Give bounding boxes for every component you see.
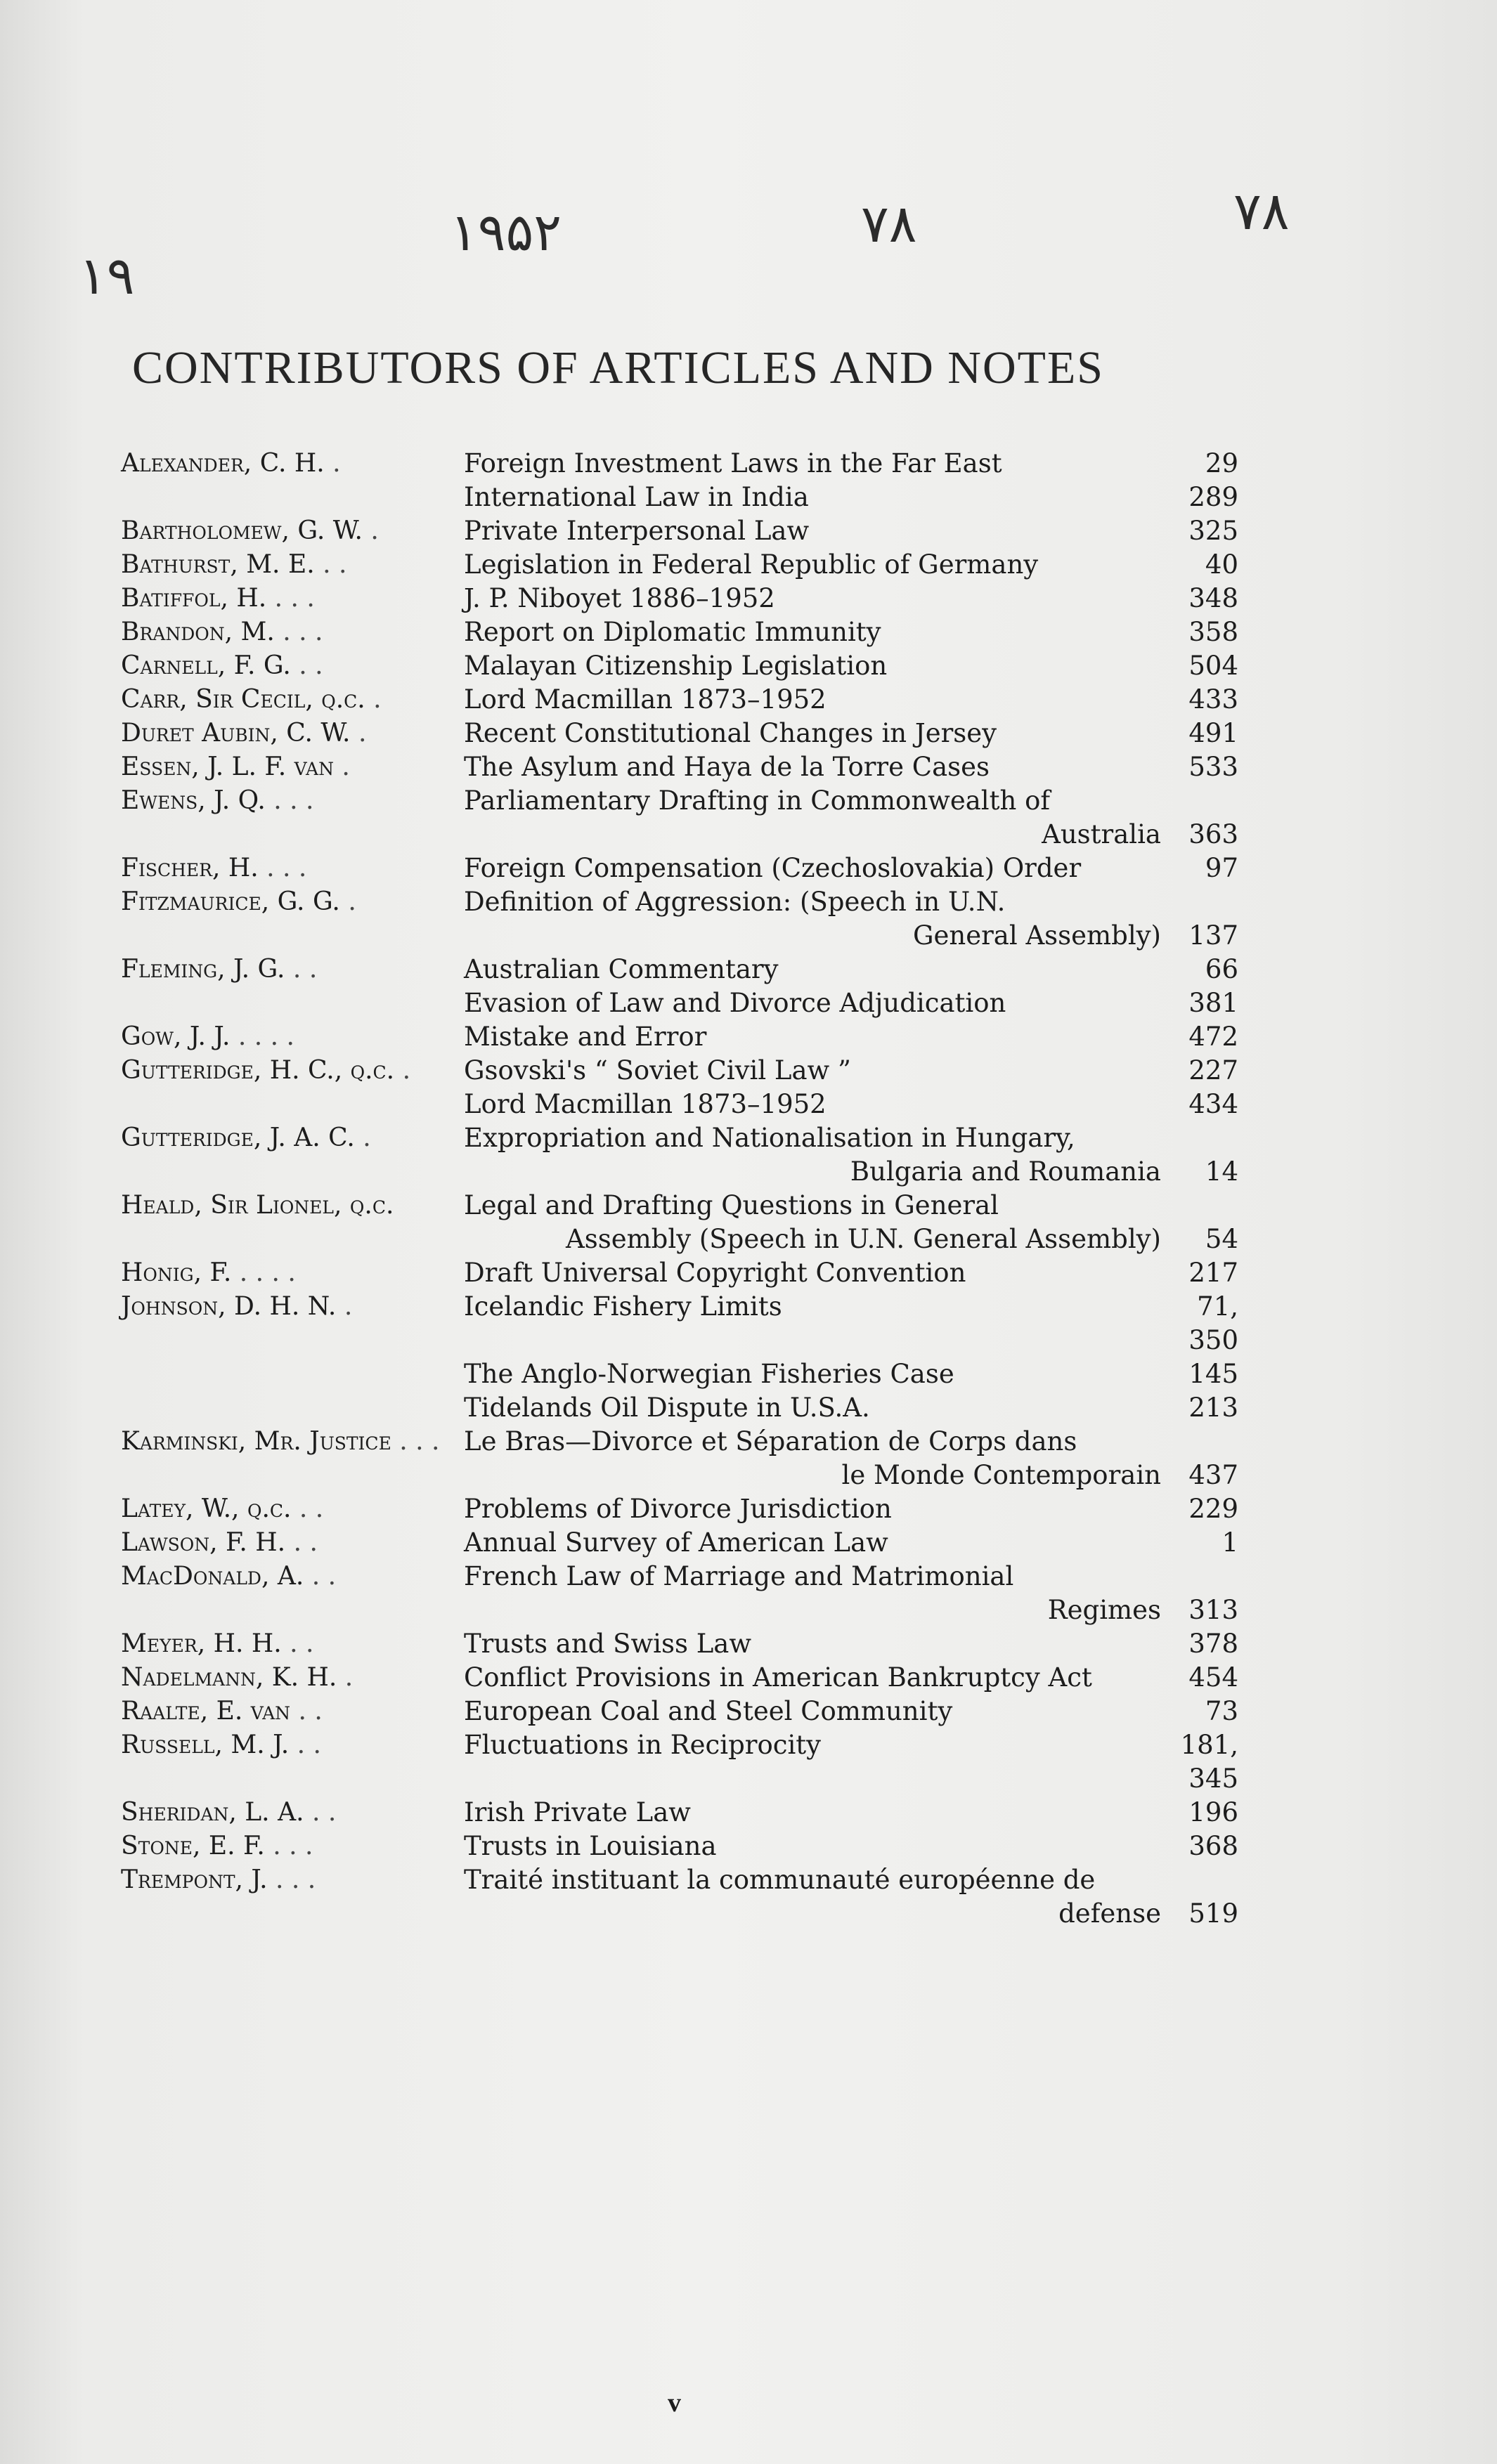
article-title: Expropriation and Nationalisation in Hungary, xyxy=(464,1123,1075,1153)
article-line xyxy=(464,1593,1238,1627)
contributor-name-text: Johnson, D. H. N. xyxy=(121,1292,337,1321)
handwritten-note-4: ۷۸ xyxy=(1233,181,1290,242)
contributor-entry xyxy=(121,1256,1238,1290)
article-title: International Law in India xyxy=(464,482,809,512)
contributor-name-text: Lawson, F. H. xyxy=(121,1528,286,1557)
article-page: 437 xyxy=(1188,1460,1238,1490)
contributor-name xyxy=(121,1492,464,1526)
contributor-name-text: Bathurst, M. E. xyxy=(121,550,315,579)
article-title: Private Interpersonal Law xyxy=(464,516,810,546)
article-line xyxy=(464,1020,1238,1054)
contributor-entry xyxy=(121,1290,1238,1425)
contributor-name-text: Carr, Sir Cecil, q.c. xyxy=(121,685,365,714)
article-title: Australia xyxy=(1042,819,1161,849)
contributor-entry xyxy=(121,1796,1238,1830)
article-title: Conflict Provisions in American Bankruptcy Act xyxy=(464,1662,1092,1693)
article-line xyxy=(464,784,1238,818)
contributor-name xyxy=(121,1121,464,1155)
article-title: Recent Constitutional Changes in Jersey xyxy=(464,718,997,748)
dot-leader: . xyxy=(333,752,350,781)
article-page: 29 xyxy=(1205,448,1238,478)
article-title: Report on Diplomatic Immunity xyxy=(464,617,881,647)
article-line xyxy=(464,1391,1238,1425)
contributor-name xyxy=(121,1290,464,1324)
contributor-entry xyxy=(121,1830,1238,1863)
article-page: 196 xyxy=(1188,1797,1238,1827)
article-title: Fluctuations in Reciprocity xyxy=(464,1730,822,1760)
contributor-name-text: Meyer, H. H. xyxy=(121,1629,282,1658)
article-page xyxy=(1161,1425,1238,1459)
article-line xyxy=(464,514,1238,548)
dot-leader: . . xyxy=(290,1697,323,1726)
article-title: General Assembly) xyxy=(912,920,1161,951)
article-page: 454 xyxy=(1188,1662,1238,1693)
contributor-entry xyxy=(121,1695,1238,1728)
contributor-name xyxy=(121,649,464,683)
article-line xyxy=(464,1560,1238,1593)
article-line xyxy=(464,1897,1238,1931)
contributor-entry xyxy=(121,750,1238,784)
dot-leader: . . . xyxy=(265,786,314,815)
contributor-name-text: Nadelmann, K. H. xyxy=(121,1663,337,1692)
contributor-name-text: Gutteridge, H. C., q.c. xyxy=(121,1056,395,1085)
contributor-name xyxy=(121,852,464,885)
article-title: Trusts in Louisiana xyxy=(464,1831,717,1861)
article-title: The Anglo-Norwegian Fisheries Case xyxy=(464,1359,954,1389)
article-page: 491 xyxy=(1188,718,1238,748)
contributor-name-text: Gow, J. J. xyxy=(121,1022,231,1051)
contributor-entry xyxy=(121,514,1238,548)
article-page: 519 xyxy=(1188,1898,1238,1929)
contributor-name-text: Bartholomew, G. W. xyxy=(121,516,363,545)
contributor-name-text: Ewens, J. Q. xyxy=(121,786,266,815)
article-line xyxy=(464,1661,1238,1695)
article-line xyxy=(464,649,1238,683)
article-title: Lord Macmillan 1873–1952 xyxy=(464,1089,827,1119)
article-page xyxy=(1161,1863,1238,1897)
contributor-name xyxy=(121,514,464,548)
article-page: 137 xyxy=(1188,920,1238,951)
article-title: Annual Survey of American Law xyxy=(464,1527,888,1558)
contributor-name-text: Karminski, Mr. Justice xyxy=(121,1427,391,1456)
contributor-entry xyxy=(121,548,1238,582)
contributor-name xyxy=(121,1020,464,1054)
contributor-entry xyxy=(121,717,1238,750)
article-title: Definition of Aggression: (Speech in U.N. xyxy=(464,887,1006,917)
article-page: 71, 350 xyxy=(1188,1291,1238,1355)
article-line xyxy=(464,1863,1238,1897)
article-line xyxy=(464,953,1238,986)
contributor-name-text: Gutteridge, J. A. C. xyxy=(121,1123,355,1152)
handwritten-note-3: ۷۸ xyxy=(861,194,917,254)
article-title: Legislation in Federal Republic of Germany xyxy=(464,549,1039,580)
page-title: CONTRIBUTORS OF ARTICLES AND NOTES xyxy=(132,342,1104,393)
contributor-entry xyxy=(121,953,1238,1020)
dot-leader: . xyxy=(350,719,367,748)
article-page: 533 xyxy=(1188,752,1238,782)
contributor-entry xyxy=(121,447,1238,514)
article-page: 348 xyxy=(1188,583,1238,613)
dot-leader: . xyxy=(339,887,356,916)
contributor-name xyxy=(121,717,464,750)
article-page: 358 xyxy=(1188,617,1238,647)
contributor-name-text: Stone, E. F. xyxy=(121,1832,265,1860)
contributor-name xyxy=(121,548,464,582)
article-page: 434 xyxy=(1188,1089,1238,1119)
dot-leader: . . . xyxy=(391,1427,440,1456)
article-line xyxy=(464,1695,1238,1728)
handwritten-note-2: ۱۹۵۲ xyxy=(450,202,562,263)
article-line xyxy=(464,986,1238,1020)
dot-leader: . . . xyxy=(266,584,315,613)
contributor-entry xyxy=(121,1020,1238,1054)
contributor-name xyxy=(121,1256,464,1290)
contributor-name-text: Latey, W., q.c. xyxy=(121,1494,292,1523)
article-title: Tidelands Oil Dispute in U.S.A. xyxy=(464,1393,870,1423)
article-page: 145 xyxy=(1188,1359,1238,1389)
contributor-name xyxy=(121,1189,464,1223)
dot-leader: . . . . xyxy=(230,1022,294,1051)
article-line xyxy=(464,481,1238,514)
article-page: 213 xyxy=(1188,1393,1238,1423)
article-title: Draft Universal Copyright Convention xyxy=(464,1258,966,1288)
contributor-entry xyxy=(121,852,1238,885)
article-page: 217 xyxy=(1188,1258,1238,1288)
contributor-name xyxy=(121,1728,464,1762)
contributor-name xyxy=(121,953,464,986)
article-line xyxy=(464,1627,1238,1661)
dot-leader: . xyxy=(394,1056,411,1085)
article-page: 181, 345 xyxy=(1180,1730,1238,1794)
article-line xyxy=(464,818,1238,852)
contributor-entry xyxy=(121,1728,1238,1796)
dot-leader: . xyxy=(354,1123,371,1152)
article-page: 363 xyxy=(1188,819,1238,849)
contributor-entry xyxy=(121,615,1238,649)
contributor-name-text: Fischer, H. xyxy=(121,854,259,882)
article-title: Mistake and Error xyxy=(464,1022,707,1052)
article-title: Irish Private Law xyxy=(464,1797,691,1827)
article-page: 325 xyxy=(1188,516,1238,546)
contributor-name xyxy=(121,1695,464,1728)
article-line xyxy=(464,1492,1238,1526)
article-line xyxy=(464,1728,1238,1796)
article-line xyxy=(464,447,1238,481)
dot-leader: . . . xyxy=(258,854,307,882)
contributor-name xyxy=(121,1863,464,1897)
contributor-name xyxy=(121,1526,464,1560)
dot-leader: . xyxy=(362,516,379,545)
article-page: 229 xyxy=(1188,1494,1238,1524)
dot-leader: . . xyxy=(285,955,318,984)
dot-leader: . . . xyxy=(274,618,323,646)
article-line xyxy=(464,683,1238,717)
article-title: Foreign Compensation (Czechoslovakia) Order xyxy=(464,853,1082,883)
contributor-entry xyxy=(121,649,1238,683)
article-page: 313 xyxy=(1188,1595,1238,1625)
article-line xyxy=(464,885,1238,919)
article-line xyxy=(464,1121,1238,1155)
article-page: 227 xyxy=(1188,1055,1238,1086)
article-title: Malayan Citizenship Legislation xyxy=(464,651,888,681)
contributor-name xyxy=(121,885,464,919)
article-line xyxy=(464,919,1238,953)
article-page xyxy=(1161,1121,1238,1155)
contributor-entry xyxy=(121,1121,1238,1189)
article-page: 14 xyxy=(1205,1156,1238,1187)
contributor-name xyxy=(121,1627,464,1661)
contributor-entry xyxy=(121,885,1238,953)
contributor-name-text: Brandon, M. xyxy=(121,618,275,646)
article-line xyxy=(464,1425,1238,1459)
contributor-entry xyxy=(121,1492,1238,1526)
article-title: Evasion of Law and Divorce Adjudication xyxy=(464,988,1006,1018)
article-line xyxy=(464,1256,1238,1290)
dot-leader: . . xyxy=(285,1528,318,1557)
article-line xyxy=(464,1088,1238,1121)
article-line xyxy=(464,1189,1238,1223)
article-title: Icelandic Fishery Limits xyxy=(464,1291,782,1322)
article-title: defense xyxy=(1058,1898,1161,1929)
page-number: v xyxy=(668,2388,681,2418)
contributor-name-text: Sheridan, L. A. xyxy=(121,1798,304,1827)
contributor-name xyxy=(121,1425,464,1459)
contributor-name xyxy=(121,784,464,818)
contributor-entry xyxy=(121,1526,1238,1560)
contributor-entry xyxy=(121,784,1238,852)
contributor-name xyxy=(121,1661,464,1695)
article-title: Australian Commentary xyxy=(464,954,779,984)
contributor-name-text: Duret Aubin, C. W. xyxy=(121,719,351,748)
contributor-name-text: Honig, F. xyxy=(121,1258,232,1287)
contributor-entry xyxy=(121,1560,1238,1627)
contributor-name xyxy=(121,750,464,784)
dot-leader: . xyxy=(336,1292,353,1321)
contributor-entry xyxy=(121,1425,1238,1492)
article-line xyxy=(464,1223,1238,1256)
article-line xyxy=(464,582,1238,615)
article-page: 368 xyxy=(1188,1831,1238,1861)
article-line xyxy=(464,1290,1238,1357)
contributor-name-text: MacDonald, A. xyxy=(121,1562,304,1591)
article-title: Legal and Drafting Questions in General xyxy=(464,1190,999,1220)
article-title: Bulgaria and Roumania xyxy=(850,1156,1161,1187)
article-title: Parliamentary Drafting in Commonwealth of xyxy=(464,786,1051,816)
article-line xyxy=(464,1357,1238,1391)
contributor-name-text: Raalte, E. van xyxy=(121,1697,291,1726)
handwritten-note-1: ۱۹ xyxy=(79,246,135,306)
article-title: Regimes xyxy=(1047,1595,1161,1625)
article-title: Gsovski's “ Soviet Civil Law ” xyxy=(464,1055,851,1086)
contributor-name-text: Alexander, C. H. xyxy=(121,449,325,478)
article-line xyxy=(464,1054,1238,1088)
contributor-entry xyxy=(121,1661,1238,1695)
article-line xyxy=(464,717,1238,750)
article-page xyxy=(1161,885,1238,919)
contributor-name-text: Essen, J. L. F. van xyxy=(121,752,334,781)
article-line xyxy=(464,1830,1238,1863)
article-line xyxy=(464,750,1238,784)
contributor-name-text: Carnell, F. G. xyxy=(121,651,291,680)
contributors-list xyxy=(121,447,1238,1931)
article-page: 289 xyxy=(1188,482,1238,512)
article-page xyxy=(1161,1189,1238,1223)
article-title: J. P. Niboyet 1886–1952 xyxy=(464,583,775,613)
contributor-name-text: Trempont, J. xyxy=(121,1865,268,1894)
article-page: 54 xyxy=(1205,1224,1238,1254)
contributor-entry xyxy=(121,1863,1238,1931)
contributor-entry xyxy=(121,1627,1238,1661)
article-title: French Law of Marriage and Matrimonial xyxy=(464,1561,1014,1591)
article-page xyxy=(1161,784,1238,818)
dot-leader: . . xyxy=(314,550,347,579)
dot-leader: . xyxy=(337,1663,354,1692)
dot-leader: . xyxy=(365,685,382,714)
contributor-name-text: Russell, M. J. xyxy=(121,1730,290,1759)
dot-leader: . . xyxy=(304,1798,337,1827)
article-title: Foreign Investment Laws in the Far East xyxy=(464,448,1002,478)
article-page: 378 xyxy=(1188,1629,1238,1659)
contributor-name xyxy=(121,1560,464,1593)
article-line xyxy=(464,1796,1238,1830)
dot-leader: . . . . xyxy=(231,1258,296,1287)
article-page: 433 xyxy=(1188,684,1238,715)
contributor-name xyxy=(121,1054,464,1088)
article-line xyxy=(464,1459,1238,1492)
article-title: Problems of Divorce Jurisdiction xyxy=(464,1494,892,1524)
contributor-name xyxy=(121,683,464,717)
dot-leader: . xyxy=(324,449,341,478)
dot-leader: . . xyxy=(290,651,323,680)
article-line xyxy=(464,548,1238,582)
article-line xyxy=(464,1155,1238,1189)
dot-leader: . . . xyxy=(264,1832,313,1860)
article-title: Assembly (Speech in U.N. General Assembly) xyxy=(566,1224,1161,1254)
article-page xyxy=(1161,1560,1238,1593)
article-page: 73 xyxy=(1205,1696,1238,1726)
article-title: Lord Macmillan 1873–1952 xyxy=(464,684,827,715)
contributor-entry xyxy=(121,1054,1238,1121)
dot-leader: . . xyxy=(304,1562,337,1591)
contributor-entry xyxy=(121,1189,1238,1256)
contributor-name xyxy=(121,1830,464,1863)
article-page: 66 xyxy=(1205,954,1238,984)
article-title: Traité instituant la communauté européenne de xyxy=(464,1865,1096,1895)
dot-leader: . . xyxy=(281,1629,314,1658)
article-page: 472 xyxy=(1188,1022,1238,1052)
article-line xyxy=(464,615,1238,649)
article-page: 1 xyxy=(1221,1527,1238,1558)
dot-leader: . . xyxy=(291,1494,324,1523)
article-title: Trusts and Swiss Law xyxy=(464,1629,752,1659)
contributor-name xyxy=(121,582,464,615)
article-line xyxy=(464,1526,1238,1560)
article-title: The Asylum and Haya de la Torre Cases xyxy=(464,752,990,782)
contributor-name xyxy=(121,1796,464,1830)
contributor-entry xyxy=(121,582,1238,615)
contributor-name-text: Batiffol, H. xyxy=(121,584,267,613)
contributor-entry xyxy=(121,683,1238,717)
contributor-name xyxy=(121,447,464,481)
article-title: European Coal and Steel Community xyxy=(464,1696,953,1726)
article-page: 40 xyxy=(1205,549,1238,580)
article-title: Le Bras—Divorce et Séparation de Corps dans xyxy=(464,1426,1077,1456)
contributor-name-text: Fitzmaurice, G. G. xyxy=(121,887,340,916)
contributor-name-text: Fleming, J. G. xyxy=(121,955,285,984)
article-page: 97 xyxy=(1205,853,1238,883)
article-page: 504 xyxy=(1188,651,1238,681)
dot-leader: . . xyxy=(289,1730,321,1759)
article-line xyxy=(464,852,1238,885)
contributor-name-text: Heald, Sir Lionel, q.c. xyxy=(121,1191,394,1220)
article-title: le Monde Contemporain xyxy=(841,1460,1161,1490)
article-page: 381 xyxy=(1188,988,1238,1018)
contributor-name xyxy=(121,615,464,649)
dot-leader: . . . xyxy=(267,1865,316,1894)
